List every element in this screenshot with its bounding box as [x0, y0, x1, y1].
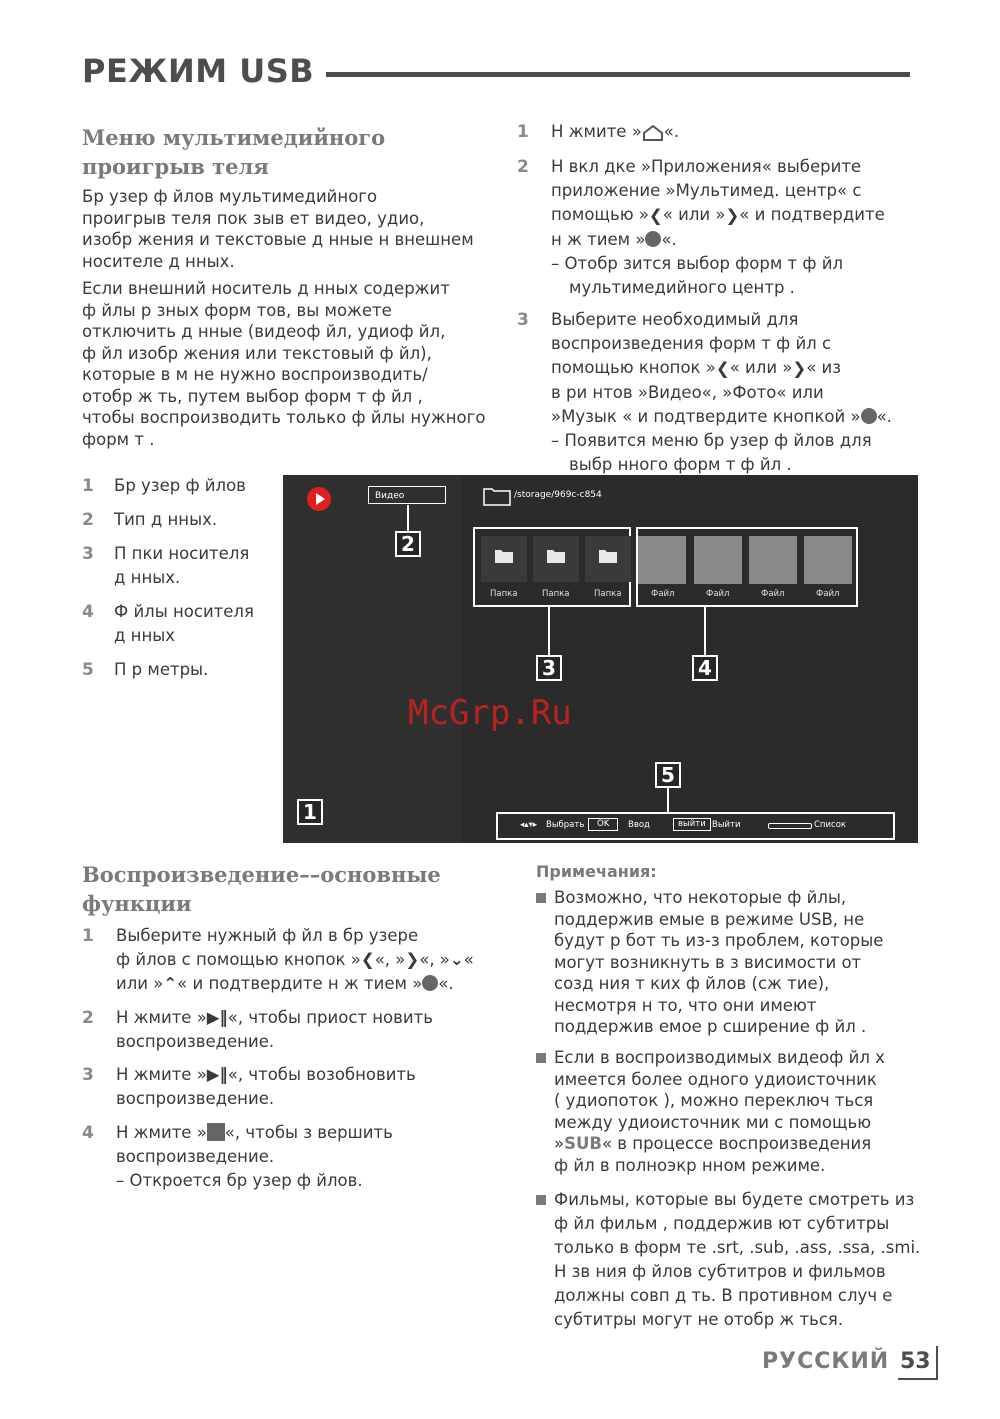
t: помощью » — [551, 205, 649, 224]
ok-dot-icon — [645, 231, 661, 247]
arrows-icon: ◂▴▾▸ — [520, 820, 538, 830]
section2-step-1 — [82, 924, 502, 993]
right-step-2 — [517, 155, 917, 297]
para-line: форм т . — [82, 429, 155, 449]
legend-text: Бр узер ф йлов — [114, 476, 246, 495]
note-line: должны совп д ть. В противном случ е — [554, 1286, 893, 1305]
t: ф йлов с помощью кнопок » — [116, 950, 361, 969]
callout-4: 4 — [692, 655, 718, 681]
step-text — [551, 155, 885, 300]
folder-icon — [598, 548, 618, 564]
step-num: 1 — [82, 926, 94, 946]
file-label: Файл — [706, 589, 730, 599]
record-icon — [307, 487, 331, 511]
step-line — [116, 972, 474, 996]
arrow-left-icon: ❮ — [360, 950, 375, 969]
para-line: ф йл изобр жения или текстовый ф йл), — [82, 343, 432, 363]
notes-heading: Примечания: — [536, 862, 657, 881]
section2-step-4 — [82, 1121, 502, 1190]
legend-line: Ф йлы носителя — [114, 602, 254, 621]
step-detail: выбр нного форм т ф йл . — [569, 454, 792, 474]
stop-icon — [207, 1123, 225, 1141]
step-num: 3 — [82, 1065, 94, 1085]
step-num: 1 — [517, 122, 529, 142]
t: « и подтвердите — [739, 205, 885, 224]
para-line: ф йлы р зных форм тов, вы можете — [82, 300, 392, 320]
legend-num: 1 — [82, 476, 94, 496]
note-line: несмотря н то, что они имеют — [554, 995, 817, 1015]
t: «, чтобы возобновить — [227, 1065, 416, 1084]
note-line: Если в воспроизводимых видеоф йл х — [554, 1048, 885, 1067]
callout-2: 2 — [395, 531, 421, 557]
legend-num: 3 — [82, 544, 94, 564]
step-text — [116, 1006, 433, 1054]
t: «, » — [374, 950, 406, 969]
step-num: 3 — [517, 310, 529, 330]
play-pause-icon: ▶‖ — [206, 1065, 228, 1084]
t: «. — [438, 974, 454, 993]
section1-para1 — [82, 186, 502, 272]
step-line: приложение »Мультимед. центр« с — [551, 181, 862, 200]
folder-thumb[interactable] — [481, 536, 527, 582]
legend-text: П р метры. — [114, 660, 209, 679]
type-selector-label: Видео — [375, 491, 405, 501]
t: «, чтобы приост новить — [227, 1008, 433, 1027]
note-text — [554, 887, 883, 1038]
ok-dot-icon — [861, 408, 877, 424]
file-thumb[interactable] — [804, 536, 852, 584]
exit-key[interactable]: выйти — [673, 818, 711, 831]
footer-rule-vertical — [936, 1346, 938, 1380]
step-text-a: Н жмите » — [551, 122, 642, 141]
t: помощью кнопок » — [551, 358, 716, 377]
para-line: носителе д нных. — [82, 251, 235, 271]
arrow-left-icon: ❮ — [715, 358, 730, 378]
note-line: ф йл фильм , поддержив ют субтитры — [554, 1214, 890, 1233]
section1-heading-line1: Меню мультимедийного — [82, 125, 386, 150]
step-line: Выберите нужный ф йл в бр узере — [116, 926, 419, 945]
play-pause-icon: ▶‖ — [206, 1008, 228, 1027]
footer-language: РУССКИЙ — [762, 1349, 890, 1374]
step-text — [116, 924, 474, 996]
legend-num: 5 — [82, 660, 94, 680]
para-line: Бр узер ф йлов мультимедийного — [82, 187, 378, 206]
file-label: Файл — [761, 589, 785, 599]
step-detail: – Отобр зится выбор форм т ф йл — [551, 253, 844, 273]
arrow-right-icon: ❯ — [405, 950, 420, 969]
step-line — [116, 1063, 416, 1087]
step-line: в ри нтов »Видео«, »Фото« или — [551, 382, 824, 402]
note-line: могут возникнуть в з висимости от — [554, 952, 862, 972]
step-text — [116, 1063, 416, 1111]
ok-key[interactable]: OK — [588, 818, 618, 831]
step-detail: – Откроется бр узер ф йлов. — [116, 1171, 363, 1190]
title-rule — [326, 72, 910, 77]
footer-rule-horizontal — [898, 1378, 938, 1380]
para-line: Если внешний носитель д нных содержит — [82, 279, 450, 298]
note-text — [554, 1047, 885, 1176]
list-key-icon[interactable] — [768, 823, 812, 829]
section2-heading-line1: Воспроизведение––основные — [82, 862, 441, 887]
note-line: созд ния т ких ф йлов (сж тие), — [554, 974, 830, 993]
right-step-1 — [517, 120, 917, 144]
legend-num: 4 — [82, 602, 94, 622]
step-line — [551, 405, 892, 429]
legend-line: д нных — [114, 626, 176, 645]
file-thumb[interactable] — [749, 536, 797, 584]
callout-line — [704, 607, 706, 655]
file-label: Файл — [651, 589, 675, 599]
type-selector[interactable] — [368, 486, 446, 504]
section2-heading-line2: функции — [82, 891, 192, 916]
list-label: Список — [814, 820, 847, 830]
folder-icon — [483, 486, 511, 506]
note-text — [554, 1188, 920, 1332]
callout-5: 5 — [655, 762, 681, 788]
note-line: имеется более одного удиоисточник — [554, 1069, 877, 1089]
params-bar — [496, 812, 895, 840]
note-line: ф йл в полноэкр нном режиме. — [554, 1155, 826, 1175]
note-line: Н зв ния ф йлов субтитров и фильмов — [554, 1262, 886, 1281]
para-line: отключить д нные (видеоф йл, удиоф йл, — [82, 322, 446, 341]
para-line: которые в м не нужно воспроизводить/ — [82, 365, 428, 384]
step-line: воспроизведения форм т ф йл с — [551, 334, 832, 353]
exit-label: Выйти — [712, 820, 741, 830]
step-line: Н вкл дке »Приложения« выберите — [551, 157, 862, 176]
note-line: субтитры могут не отобр ж ться. — [554, 1310, 844, 1329]
note-line: между удиоисточник ми с помощью — [554, 1112, 872, 1132]
section1-heading — [82, 123, 385, 181]
step-text-b: «. — [663, 122, 680, 141]
callout-1: 1 — [297, 799, 323, 825]
folder-thumb[interactable] — [533, 536, 579, 582]
legend-text — [114, 600, 254, 648]
section2-step-3 — [82, 1063, 502, 1108]
ok-label: Ввод — [628, 820, 650, 830]
arrow-left-icon: ❮ — [648, 205, 663, 225]
folder-icon — [546, 548, 566, 564]
screen-left-panel — [283, 475, 461, 843]
t: «, чтобы з вершить — [224, 1123, 393, 1142]
t: »Музык « и подтвердите кнопкой » — [551, 406, 861, 426]
legend-line: д нных. — [114, 568, 181, 587]
watermark: McGrp.Ru — [408, 693, 572, 733]
callout-line — [407, 505, 409, 531]
ok-dot-icon — [422, 975, 438, 991]
select-label: Выбрать — [546, 820, 585, 830]
callout-line — [548, 607, 550, 655]
para-line: проигрыв теля пок зыв ет видео, удио, — [82, 208, 425, 228]
section1-para2 — [82, 278, 502, 450]
media-browser-screen — [283, 475, 918, 843]
sub-key: SUB — [564, 1134, 602, 1153]
legend-item-3 — [82, 542, 250, 587]
step-text — [551, 120, 679, 144]
folder-icon — [494, 548, 514, 564]
callout-line — [667, 788, 669, 812]
file-label: Файл — [816, 589, 840, 599]
step-line: Выберите необходимый для — [551, 310, 799, 329]
step-text — [551, 308, 892, 477]
step-detail: мультимедийного центр . — [569, 277, 795, 297]
step-line: воспроизведение. — [116, 1032, 275, 1051]
legend-text — [114, 542, 249, 590]
t: н ж тием » — [551, 229, 646, 249]
bullet-icon — [536, 1053, 546, 1063]
t: « в процессе воспроизведения — [601, 1134, 872, 1153]
t: «. — [661, 229, 677, 249]
bullet-icon — [536, 893, 546, 903]
right-step-3 — [517, 308, 917, 474]
note-line: Фильмы, которые вы будете смотреть из — [554, 1190, 915, 1209]
step-line — [551, 228, 885, 252]
legend-num: 2 — [82, 510, 94, 530]
t: » — [554, 1134, 565, 1153]
arrow-right-icon: ❯ — [792, 358, 807, 378]
t: « или » — [729, 358, 793, 377]
page-title: РЕЖИМ USB — [82, 52, 315, 90]
step-num: 4 — [82, 1123, 94, 1143]
arrow-up-icon: ⌃ — [163, 974, 178, 993]
note-line: ( удиопоток ), можно переключ ться — [554, 1091, 874, 1110]
step-line — [551, 203, 885, 228]
section2-heading — [82, 860, 441, 918]
note-line — [554, 1133, 885, 1155]
step-line: воспроизведение. — [116, 1089, 275, 1108]
home-icon — [642, 125, 664, 141]
step-line — [116, 1006, 433, 1030]
bullet-icon — [536, 1195, 546, 1205]
t: « из — [806, 358, 842, 377]
step-detail: – Появится меню бр узер ф йлов для — [551, 430, 872, 450]
t: « или » — [662, 205, 726, 224]
callout-3: 3 — [536, 655, 562, 681]
legend-text: Тип д нных. — [114, 510, 218, 529]
para-line: отобр ж ть, путем выбор форм т ф йл , — [82, 386, 423, 406]
folder-label: Папка — [594, 589, 622, 599]
file-thumb[interactable] — [694, 536, 742, 584]
folder-thumb[interactable] — [585, 536, 631, 582]
t: Н жмите » — [116, 1008, 207, 1027]
t: « и подтвердите н ж тием » — [177, 974, 423, 993]
note-line: поддержив емые в режиме USB, не — [554, 909, 865, 929]
t: « — [463, 950, 474, 969]
para-line: изобр жения и текстовые д нные н внешнем — [82, 230, 474, 249]
step-line — [116, 1121, 393, 1145]
t: или » — [116, 974, 164, 993]
play-triangle — [316, 493, 325, 505]
file-thumb[interactable] — [638, 536, 686, 584]
note-line: будут р бот ть из-з проблем, которые — [554, 931, 884, 950]
folder-label: Папка — [542, 589, 570, 599]
legend-item-2 — [82, 508, 218, 532]
arrow-right-icon: ❯ — [725, 205, 740, 225]
step-line — [551, 356, 892, 381]
section2-step-2 — [82, 1006, 502, 1051]
step-num: 2 — [82, 1008, 94, 1028]
para-line: чтобы воспроизводить только ф йлы нужного — [82, 408, 486, 427]
step-num: 2 — [517, 157, 529, 177]
legend-item-4 — [82, 600, 254, 645]
legend-item-5 — [82, 658, 209, 682]
t: «, » — [419, 950, 450, 969]
folder-label: Папка — [490, 589, 518, 599]
page-number: 53 — [900, 1349, 931, 1374]
t: «. — [876, 406, 892, 426]
note-line: поддержив емое р сширение ф йл . — [554, 1017, 867, 1036]
note-line: только в форм те .srt, .sub, .ass, .ssa, .smi. — [554, 1238, 921, 1257]
t: Н жмите » — [116, 1123, 207, 1142]
legend-item-1 — [82, 474, 246, 498]
step-text — [116, 1121, 393, 1193]
arrow-down-icon: ⌄ — [449, 950, 464, 969]
note-line: Возможно, что некоторые ф йлы, — [554, 888, 847, 907]
legend-line: П пки носителя — [114, 544, 250, 563]
step-line: воспроизведение. — [116, 1147, 275, 1166]
path-label: /storage/969c-c854 — [514, 490, 602, 500]
t: Н жмите » — [116, 1065, 207, 1084]
step-line — [116, 948, 474, 972]
section1-heading-line2: проигрыв теля — [82, 154, 269, 179]
